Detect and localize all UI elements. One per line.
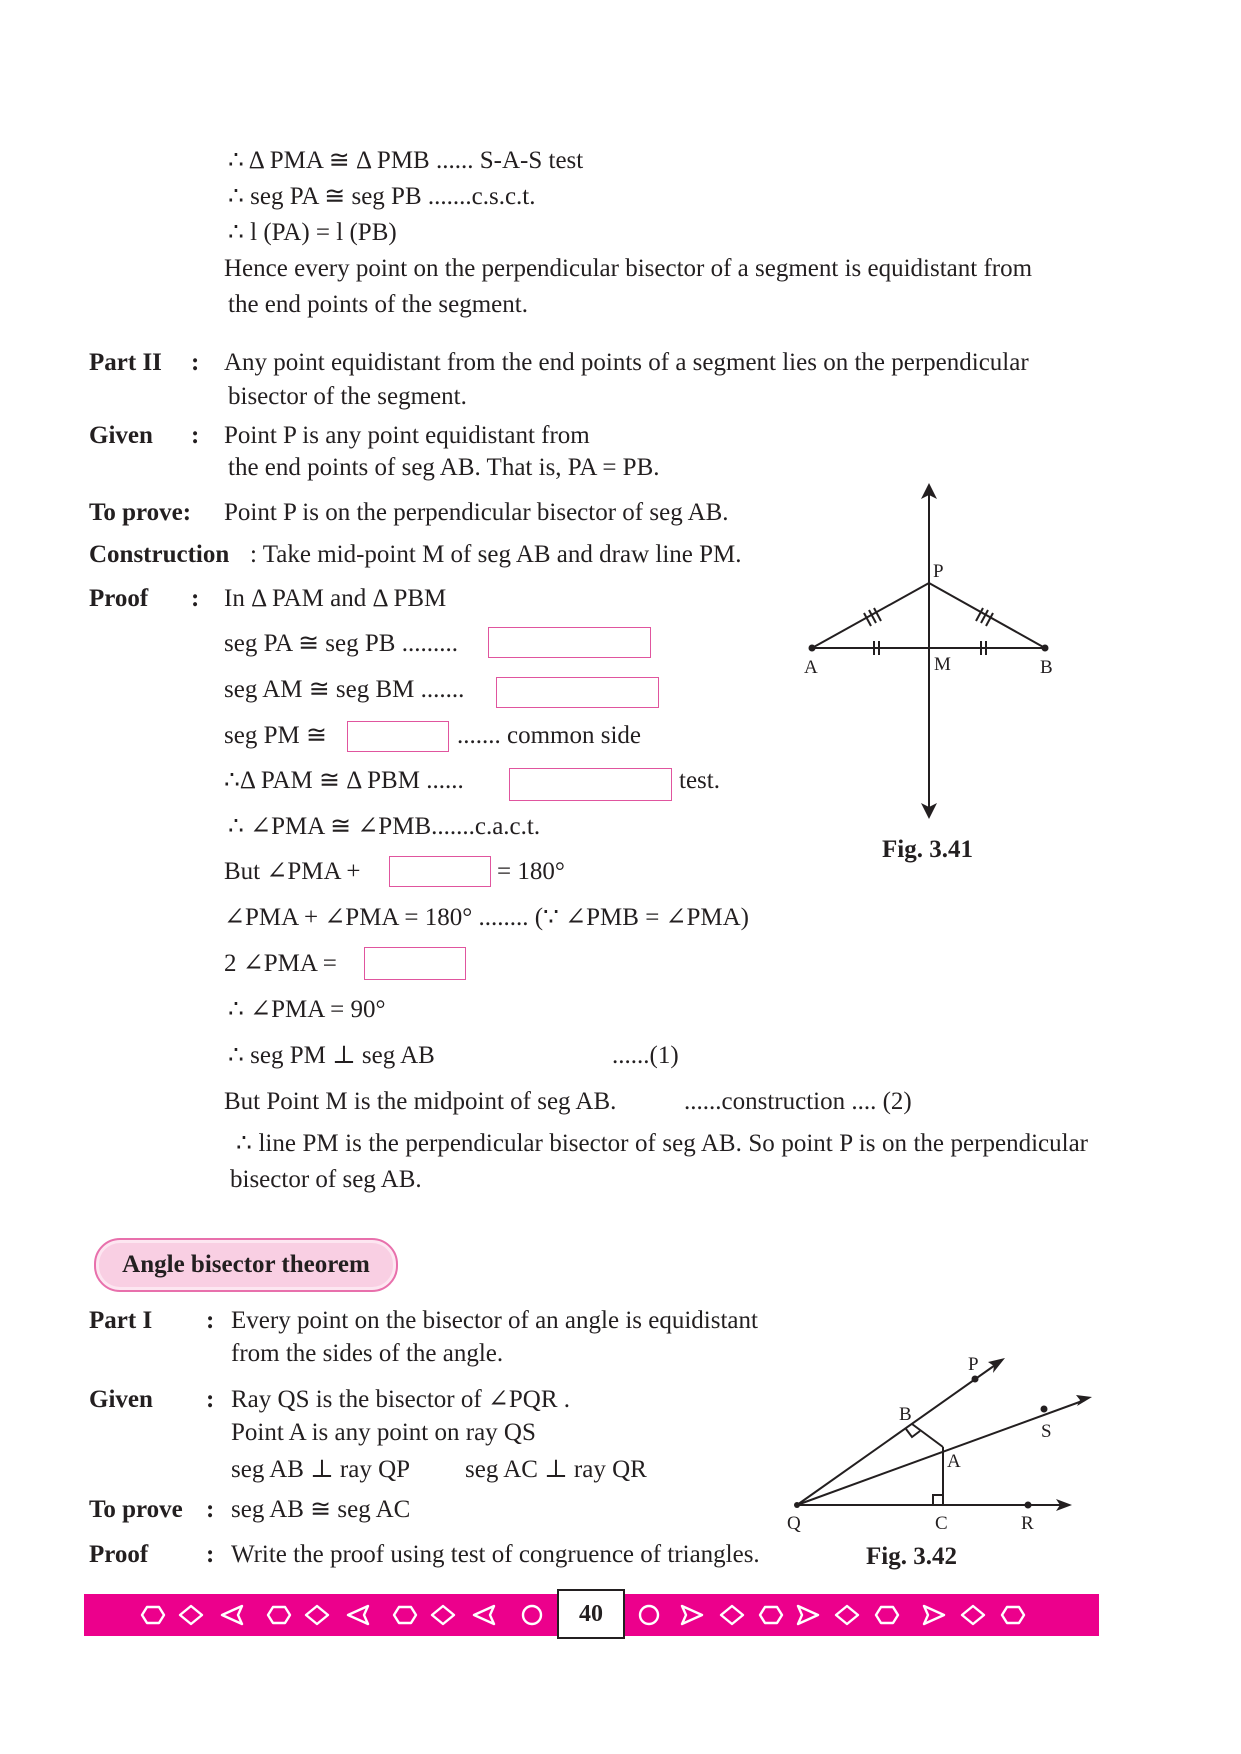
proof-label: Proof [89,585,149,612]
colon: : [191,585,200,612]
proof-line-sas: ∴ Δ PMA ≅ Δ PMB ...... S-A-S test [228,147,584,174]
point-s [1041,1406,1048,1413]
hexagon-icon [760,1607,782,1623]
point-p [972,1376,979,1383]
proof-line-6: ∴ ∠PMA ≅ ∠PMB.......c.a.c.t. [228,813,541,840]
proof-line-7b: = 180° [497,858,565,885]
answer-blank-4[interactable] [509,768,672,801]
figure-3-42-caption: Fig. 3.42 [866,1543,957,1570]
given-label: Given [89,422,153,449]
triangle-right-icon [798,1606,818,1624]
label-c: C [935,1513,948,1534]
proof-line-length: ∴ l (PA) = l (PB) [228,219,397,246]
part1-statement-1: Every point on the bisector of an angle is equidistant [231,1307,758,1334]
proof-line-12a: But Point M is the midpoint of seg AB. [224,1088,617,1115]
segment-pb [929,583,1045,648]
point-q [794,1502,800,1508]
answer-blank-5[interactable] [389,856,491,887]
colon: : [206,1386,215,1413]
part1-label: Part I [89,1307,153,1334]
proof-line-4b: ....... common side [457,722,642,749]
proof-line-12b: ......construction .... (2) [684,1088,912,1115]
answer-blank-2[interactable] [496,677,659,708]
to-prove-text: Point P is on the perpendicular bisector of seg AB. [224,499,729,526]
proof-line-7a: But ∠PMA + [224,858,361,885]
conclusion-line-1: Hence every point on the perpendicular bisector of a segment is equidistant from [224,255,1033,282]
label-p2: P [968,1354,979,1375]
segment-pa [812,583,929,648]
figure-3-41-caption: Fig. 3.41 [882,836,973,863]
label-m: M [934,654,951,675]
diamond-icon [962,1606,984,1624]
proof-line-csct: ∴ seg PA ≅ seg PB .......c.s.c.t. [228,183,536,210]
proof-line-3: seg AM ≅ seg BM ....... [224,676,465,703]
figure-3-42 [780,1320,1100,1540]
proof-label-2: Proof [89,1541,149,1568]
proof-line-11a: ∴ seg PM ⊥ seg AB [228,1042,435,1069]
given-line-1: Point P is any point equidistant from [224,422,590,449]
construction-text: : Take mid-point M of seg AB and draw line PM. [250,541,742,568]
label-b2: B [899,1404,912,1425]
proof-line-1: In Δ PAM and Δ PBM [224,585,447,612]
proof-line-2: seg PA ≅ seg PB ......... [224,630,458,657]
proof-line-10: ∴ ∠PMA = 90° [228,996,386,1023]
diamond-icon [306,1606,328,1624]
right-angle-c [933,1495,943,1505]
diamond-icon [180,1606,202,1624]
label-a2: A [947,1451,961,1472]
proof-final-paragraph: ∴ line PM is the perpendicular bisector of seg AB. So point P is on the perpendicular bisector of seg AB. [230,1130,1088,1193]
part2-statement-2: bisector of the segment. [228,383,467,410]
arrow-s-icon [1076,1395,1092,1406]
given2-line-1: Ray QS is the bisector of ∠PQR . [231,1386,570,1413]
label-q: Q [787,1513,801,1534]
point-r [1025,1502,1032,1509]
colon: : [191,422,200,449]
hexagon-icon [876,1607,898,1623]
given-line-2: the end points of seg AB. That is, PA = PB. [228,454,660,481]
given2-line-2: Point A is any point on ray QS [231,1419,536,1446]
proof-text-2: Write the proof using test of congruence of triangles. [231,1541,760,1568]
diamond-icon [721,1606,743,1624]
triangle-left-icon [222,1606,242,1624]
triangle-right-icon [682,1606,702,1624]
proof-line-11b: ......(1) [612,1042,679,1069]
part1-statement-2: from the sides of the angle. [231,1340,504,1367]
circle-icon [640,1606,658,1624]
label-b: B [1040,657,1053,678]
triangle-right-icon [924,1606,944,1624]
point-b [1042,645,1049,652]
proof-line-9: 2 ∠PMA = [224,950,337,977]
part2-label: Part II [89,349,162,376]
hexagon-icon [142,1607,164,1623]
label-p: P [933,561,944,582]
part2-statement-1: Any point equidistant from the end points of a segment lies on the perpendicular [224,349,1029,376]
label-s: S [1041,1421,1052,1442]
colon: : [191,349,200,376]
label-a: A [804,657,818,678]
proof-line-4a: seg PM ≅ [224,722,327,749]
triangle-left-icon [348,1606,368,1624]
answer-blank-3[interactable] [347,721,449,752]
hexagon-icon [394,1607,416,1623]
colon: : [206,1496,215,1523]
to-prove-label: To prove: [89,499,192,526]
section-heading: Angle bisector theorem [94,1238,398,1292]
answer-blank-6[interactable] [364,947,466,980]
to-prove-label-2: To prove [89,1496,183,1523]
hexagon-icon [268,1607,290,1623]
proof-line-5a: ∴Δ PAM ≅ Δ PBM ...... [224,767,464,794]
proof-line-8: ∠PMA + ∠PMA = 180° ........ (∵ ∠PMB = ∠PMA) [224,904,749,931]
diamond-icon [432,1606,454,1624]
diamond-icon [836,1606,858,1624]
to-prove-text-2: seg AB ≅ seg AC [231,1496,411,1523]
arrow-p-icon [988,1358,1005,1373]
hexagon-icon [1002,1607,1024,1623]
ray-qs [797,1400,1085,1505]
given-label-2: Given [89,1386,153,1413]
triangle-left-icon [474,1606,494,1624]
segment-ab [912,1424,943,1447]
given2-line-3a: seg AB ⊥ ray QP [231,1456,411,1483]
page-number: 40 [557,1589,625,1639]
answer-blank-1[interactable] [488,627,651,658]
proof-line-5b: test. [679,767,720,794]
ray-qp [797,1363,998,1505]
colon: : [206,1307,215,1334]
colon: : [206,1541,215,1568]
conclusion-line-2: the end points of the segment. [228,291,528,318]
figure-3-41 [790,475,1080,835]
point-a [809,645,816,652]
construction-label: Construction [89,541,230,568]
label-r: R [1021,1513,1034,1534]
given2-line-3b: seg AC ⊥ ray QR [465,1456,647,1483]
right-angle-b [906,1429,920,1437]
circle-icon [523,1606,541,1624]
